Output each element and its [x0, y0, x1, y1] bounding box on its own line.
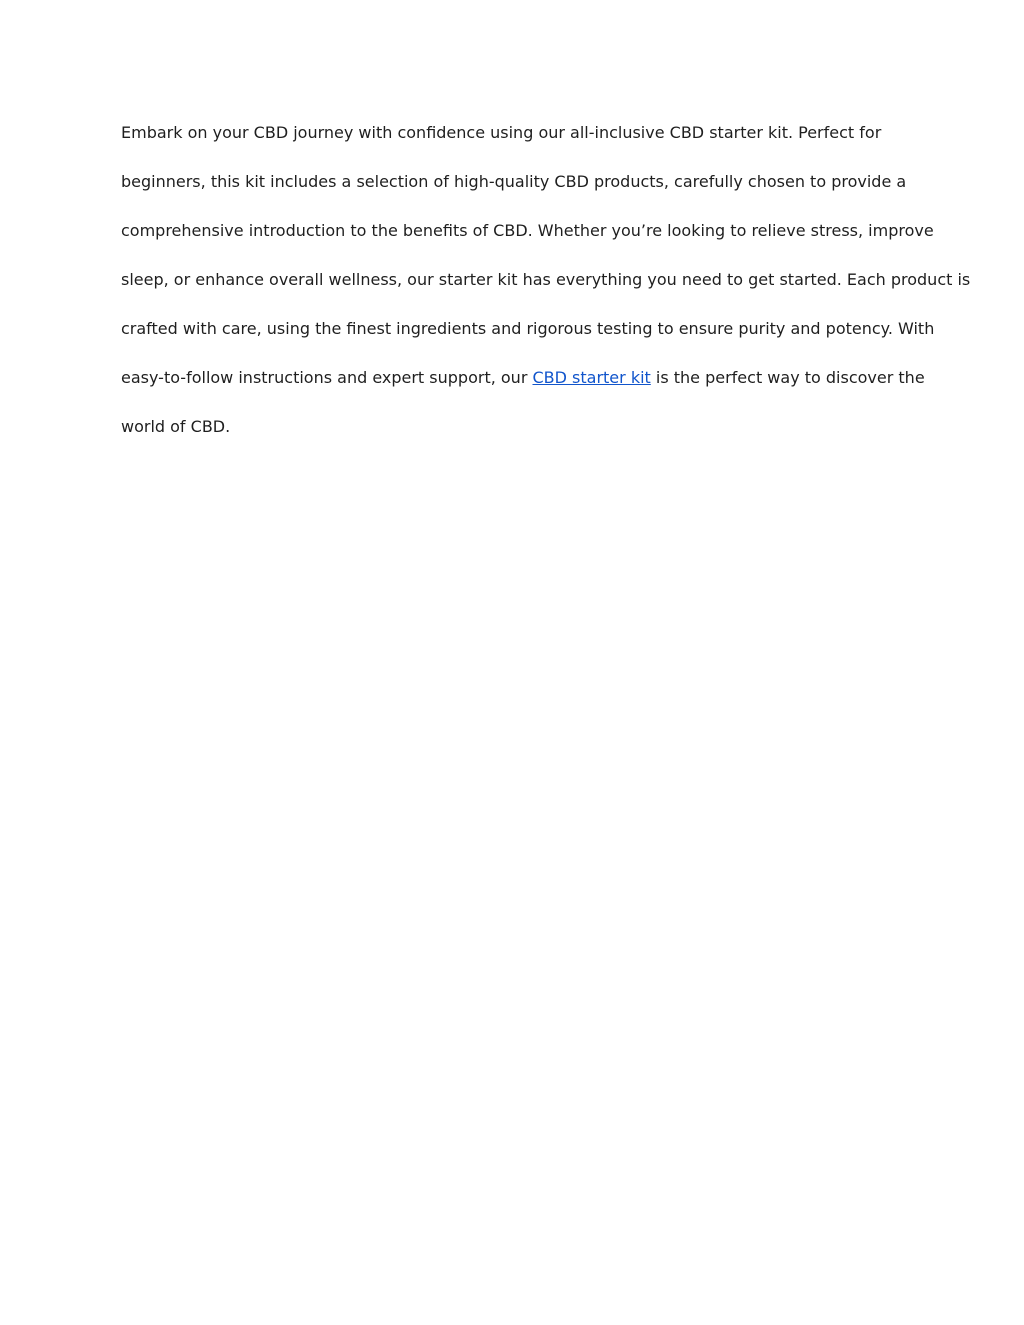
paragraph-line-6: [121, 353, 925, 402]
line-6-text-before-link: easy-to-follow instructions and expert support, our: [121, 368, 533, 387]
cbd-starter-kit-link[interactable]: CBD starter kit: [532, 368, 651, 387]
paragraph-line-7: world of CBD.: [121, 417, 231, 436]
body-paragraph: [121, 108, 971, 451]
paragraph-line-2: beginners, this kit includes a selection of high-quality CBD products, carefully chosen to provide a: [121, 172, 907, 191]
paragraph-line-5: crafted with care, using the finest ingredients and rigorous testing to ensure purity and potency. With: [121, 319, 935, 338]
paragraph-line-4: sleep, or enhance overall wellness, our starter kit has everything you need to get started. Each product is: [121, 270, 971, 289]
paragraph-line-3: comprehensive introduction to the benefits of CBD. Whether you’re looking to relieve stress, improve: [121, 221, 934, 240]
paragraph-line-1: Embark on your CBD journey with confidence using our all-inclusive CBD starter kit. Perfect for: [121, 123, 882, 142]
line-6-text-after-link: is the perfect way to discover the: [650, 368, 925, 387]
